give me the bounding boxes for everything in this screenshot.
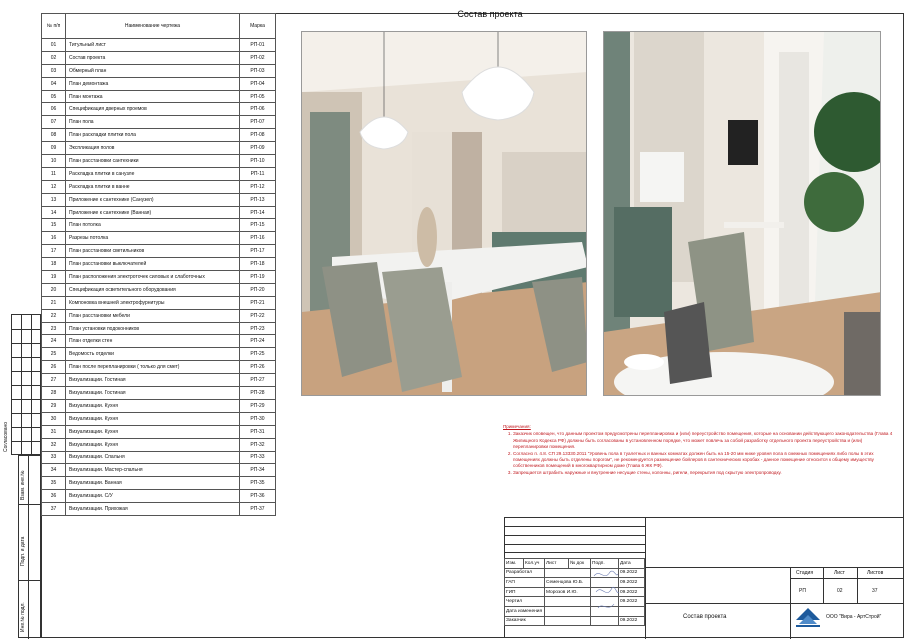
note-item: 2. Согласно п. 4.8. СП 29.13330.2011 "Уровень пола в туалетных и ванных комнатах должен быть на 15-20 мм ниже уровня пола в смежных помещениях либо полы в этих помещениях должны быть отделены порогом", не рекомендуется размещение бойлеров в сантехнических коробах - данное помещение относится к общему имуществу собственников помещений в многоквартирном доме (Глава 6 ЖК РФ). <box>513 451 895 470</box>
row-name: План раскладки плитки пола <box>66 129 240 142</box>
table-row <box>42 361 276 374</box>
signature-date: 09.2022 <box>619 578 645 588</box>
sheet-value: 02 <box>837 588 843 594</box>
row-number: 09 <box>42 142 66 155</box>
signature-date <box>619 606 645 616</box>
row-name: План расстановки выключателей <box>66 258 240 271</box>
row-mark: РП-21 <box>240 296 276 309</box>
signature-role: Дата изменения <box>505 606 545 616</box>
signature-role: Чертил <box>505 597 545 607</box>
row-name: Визуализации. Кухня <box>66 438 240 451</box>
table-row <box>42 399 276 412</box>
signature-name <box>545 616 591 626</box>
header-name: Наименование чертежа <box>66 14 240 39</box>
row-name: План расстановки мебели <box>66 309 240 322</box>
row-number: 07 <box>42 116 66 129</box>
row-name: Спецификация осветительного оборудования <box>66 283 240 296</box>
notes-block <box>503 424 895 476</box>
table-row <box>42 129 276 142</box>
row-mark: РП-34 <box>240 464 276 477</box>
row-mark: РП-18 <box>240 258 276 271</box>
table-row <box>42 412 276 425</box>
row-name: Визуализации. Ванная <box>66 477 240 490</box>
table-row <box>42 438 276 451</box>
row-mark: РП-04 <box>240 77 276 90</box>
row-mark: РП-32 <box>240 438 276 451</box>
row-number: 15 <box>42 219 66 232</box>
col-signature: Подп. <box>591 559 619 569</box>
row-mark: РП-31 <box>240 425 276 438</box>
table-row <box>42 167 276 180</box>
row-number: 12 <box>42 180 66 193</box>
row-name: План после перепланировки ( только для смет) <box>66 361 240 374</box>
col-doc: № док <box>569 559 591 569</box>
sheets-value: 37 <box>872 588 878 594</box>
page-title: Состав проекта <box>457 9 523 19</box>
header-mark: Марка <box>240 14 276 39</box>
row-name: Визуализации. Гостиная <box>66 374 240 387</box>
signature-date: 09.2022 <box>619 616 645 626</box>
row-number: 28 <box>42 387 66 400</box>
row-mark: РП-09 <box>240 142 276 155</box>
row-mark: РП-05 <box>240 90 276 103</box>
row-mark: РП-30 <box>240 412 276 425</box>
row-name: Разрезы потолка <box>66 232 240 245</box>
col-sheet: Лист <box>545 559 569 569</box>
notes-list <box>503 431 895 476</box>
sheet-label: Лист <box>834 570 845 576</box>
row-mark: РП-26 <box>240 361 276 374</box>
row-number: 35 <box>42 477 66 490</box>
row-mark: РП-20 <box>240 283 276 296</box>
row-mark: РП-07 <box>240 116 276 129</box>
row-mark: РП-23 <box>240 322 276 335</box>
signature-date: 09.2022 <box>619 587 645 597</box>
table-row <box>42 206 276 219</box>
stage-label: Стадия <box>796 570 814 576</box>
row-number: 26 <box>42 361 66 374</box>
notes-heading: Примечания: <box>503 424 531 429</box>
table-row <box>42 90 276 103</box>
signature-row <box>505 587 645 597</box>
row-number: 10 <box>42 155 66 168</box>
row-mark: РП-36 <box>240 490 276 503</box>
row-number: 22 <box>42 309 66 322</box>
row-name: Визуализации. Прихожая <box>66 503 240 516</box>
row-mark: РП-14 <box>240 206 276 219</box>
row-number: 24 <box>42 335 66 348</box>
label-replaced: Взам. инв.№ <box>20 470 26 500</box>
row-number: 36 <box>42 490 66 503</box>
table-row <box>42 245 276 258</box>
row-number: 04 <box>42 77 66 90</box>
row-name: План демонтажа <box>66 77 240 90</box>
row-mark: РП-24 <box>240 335 276 348</box>
row-mark: РП-19 <box>240 271 276 284</box>
company-logo-icon <box>795 606 821 628</box>
table-row <box>42 180 276 193</box>
row-number: 30 <box>42 412 66 425</box>
row-mark: РП-33 <box>240 451 276 464</box>
row-number: 34 <box>42 464 66 477</box>
row-mark: РП-29 <box>240 399 276 412</box>
row-mark: РП-13 <box>240 193 276 206</box>
binding-strip-agreed <box>11 314 41 455</box>
signature-role: Заказчик <box>505 616 545 626</box>
row-mark: РП-35 <box>240 477 276 490</box>
row-name: План отделки стен <box>66 335 240 348</box>
row-mark: РП-12 <box>240 180 276 193</box>
row-name: Экспликация полов <box>66 142 240 155</box>
row-name: Приложение к сантехнике (Санузел) <box>66 193 240 206</box>
col-count: Кол.уч <box>524 559 545 569</box>
row-name: Состав проекта <box>66 51 240 64</box>
row-mark: РП-01 <box>240 39 276 52</box>
row-mark: РП-03 <box>240 64 276 77</box>
row-number: 11 <box>42 167 66 180</box>
dining-room-illustration <box>302 32 587 396</box>
signature-role: ГАП <box>505 578 545 588</box>
row-name: Визуализации. Спальня <box>66 451 240 464</box>
signature-role: ГИП <box>505 587 545 597</box>
row-number: 08 <box>42 129 66 142</box>
table-row <box>42 464 276 477</box>
row-number: 02 <box>42 51 66 64</box>
table-row <box>42 477 276 490</box>
stage-value: РП <box>799 588 806 594</box>
row-name: Визуализации. Кухня <box>66 425 240 438</box>
row-name: Компоновка внешней электрофурнитуры <box>66 296 240 309</box>
row-name: Раскладка плитки в ванне <box>66 180 240 193</box>
row-mark: РП-16 <box>240 232 276 245</box>
table-row <box>42 193 276 206</box>
row-mark: РП-08 <box>240 129 276 142</box>
row-name: Обмерный план <box>66 64 240 77</box>
table-row <box>42 258 276 271</box>
row-name: Визуализации. С/У <box>66 490 240 503</box>
row-mark: РП-06 <box>240 103 276 116</box>
table-row <box>42 155 276 168</box>
table-row <box>42 490 276 503</box>
signature-cell <box>591 616 619 626</box>
row-number: 25 <box>42 348 66 361</box>
row-name: План расположения электроточек силовых и слаботочных <box>66 271 240 284</box>
signature-name: Морозов И.Ю. <box>545 587 591 597</box>
row-mark: РП-25 <box>240 348 276 361</box>
table-row <box>42 374 276 387</box>
table-row <box>42 503 276 516</box>
row-number: 37 <box>42 503 66 516</box>
row-number: 32 <box>42 438 66 451</box>
row-mark: РП-10 <box>240 155 276 168</box>
row-name: Спецификация дверных проемов <box>66 103 240 116</box>
signature-row <box>505 606 645 616</box>
row-number: 14 <box>42 206 66 219</box>
row-number: 01 <box>42 39 66 52</box>
sheet-table-header <box>42 14 276 39</box>
row-number: 20 <box>42 283 66 296</box>
row-number: 18 <box>42 258 66 271</box>
table-row <box>42 425 276 438</box>
row-name: План расстановки светильников <box>66 245 240 258</box>
row-number: 21 <box>42 296 66 309</box>
row-name: Раскладка плитки в санузле <box>66 167 240 180</box>
row-number: 06 <box>42 103 66 116</box>
signature-name <box>545 606 591 616</box>
table-row <box>42 296 276 309</box>
row-number: 19 <box>42 271 66 284</box>
render-kitchen <box>603 31 881 396</box>
kitchen-illustration <box>604 32 881 396</box>
sheet-list-table <box>41 13 276 516</box>
company-name: ООО "Вира - АртСтрой" <box>826 614 882 620</box>
signature-name <box>545 568 591 578</box>
row-number: 29 <box>42 399 66 412</box>
table-row <box>42 116 276 129</box>
row-name: Визуализации. Гостиная <box>66 387 240 400</box>
signature-date: 09.2022 <box>619 568 645 578</box>
row-name: Визуализации. Кухня <box>66 412 240 425</box>
table-row <box>42 64 276 77</box>
table-row <box>42 39 276 52</box>
signature-role: Разработал <box>505 568 545 578</box>
row-mark: РП-22 <box>240 309 276 322</box>
col-change: Изм. <box>505 559 524 569</box>
row-name: План потолка <box>66 219 240 232</box>
signature-scribbles <box>592 566 620 616</box>
table-row <box>42 103 276 116</box>
row-name: План монтажа <box>66 90 240 103</box>
header-number: № п/п <box>42 14 66 39</box>
table-row <box>42 283 276 296</box>
row-name: План расстановки сантехники <box>66 155 240 168</box>
row-name: Визуализации. Кухня <box>66 399 240 412</box>
label-agreed: Согласовано <box>3 421 9 452</box>
col-date: Дата <box>619 559 645 569</box>
table-row <box>42 271 276 284</box>
signature-row <box>505 578 645 588</box>
render-dining-room <box>301 31 587 396</box>
signature-row <box>505 616 645 626</box>
table-row <box>42 451 276 464</box>
row-mark: РП-11 <box>240 167 276 180</box>
row-number: 27 <box>42 374 66 387</box>
table-row <box>42 51 276 64</box>
table-row <box>42 77 276 90</box>
signature-table <box>504 558 645 626</box>
row-mark: РП-17 <box>240 245 276 258</box>
row-mark: РП-02 <box>240 51 276 64</box>
row-number: 03 <box>42 64 66 77</box>
label-signature-date: Подп. и дата <box>20 536 26 566</box>
row-name: Визуализации. Мастер-спальня <box>66 464 240 477</box>
table-row <box>42 142 276 155</box>
row-name: Ведомость отделки <box>66 348 240 361</box>
signature-row <box>505 597 645 607</box>
note-item: 3. Запрещается штрабить наружные и внутренние несущие стены, колонны, ригели, перекрытия под скрытую электропроводку. <box>513 470 895 476</box>
sheet-title: Состав проекта <box>683 614 727 620</box>
row-mark: РП-15 <box>240 219 276 232</box>
sheets-label: Листов <box>867 570 884 576</box>
note-item: 1. Заказчик оповещен, что данным проектом предусмотрены перепланировка и (или) переустройство помещения, которые на основании действующего законодательства (Глава 4 Жилищного Кодекса РФ) должны быть согласованы в установленном порядке, что может повлечь за собой разработку отдельного проекта переустройства и (или) перепланировки помещения. <box>513 431 895 450</box>
row-mark: РП-28 <box>240 387 276 400</box>
row-number: 23 <box>42 322 66 335</box>
row-number: 17 <box>42 245 66 258</box>
signature-row <box>505 568 645 578</box>
table-row <box>42 387 276 400</box>
row-name: Приложение к сантехнике (Ванная) <box>66 206 240 219</box>
row-number: 33 <box>42 451 66 464</box>
table-row <box>42 322 276 335</box>
signature-header-row <box>505 559 645 569</box>
signature-date: 09.2022 <box>619 597 645 607</box>
table-row <box>42 309 276 322</box>
row-number: 16 <box>42 232 66 245</box>
table-row <box>42 335 276 348</box>
signature-name: Семенцова Ю.Б. <box>545 578 591 588</box>
label-inv-original: Инв.№ подл. <box>20 602 26 632</box>
table-row <box>42 348 276 361</box>
table-row <box>42 219 276 232</box>
row-mark: РП-27 <box>240 374 276 387</box>
row-number: 31 <box>42 425 66 438</box>
table-row <box>42 232 276 245</box>
row-mark: РП-37 <box>240 503 276 516</box>
row-name: План установки подоконников <box>66 322 240 335</box>
signature-name <box>545 597 591 607</box>
row-number: 13 <box>42 193 66 206</box>
row-number: 05 <box>42 90 66 103</box>
row-name: План пола <box>66 116 240 129</box>
row-name: Титульный лист <box>66 39 240 52</box>
